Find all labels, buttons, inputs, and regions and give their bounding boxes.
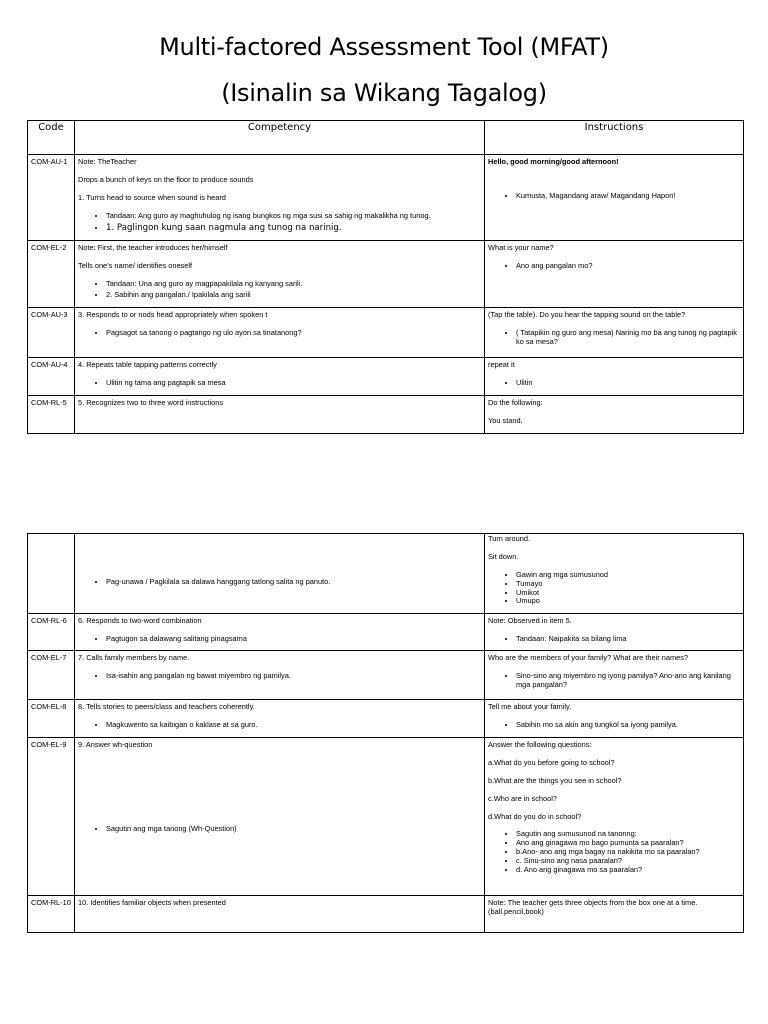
competency-bullets — [78, 212, 481, 221]
table-row — [28, 700, 744, 738]
list-item: • Tandaan: Naipakita sa bilang lima — [516, 635, 740, 644]
code-cell: COM-AU-1 — [28, 155, 75, 241]
list-item: • Magkuwento sa kaibigan o kaklase at sa guro. — [106, 721, 481, 730]
list-item: • Ulitin ng tama ang pagtapik sa mesa — [106, 379, 481, 388]
competency-bullets — [78, 280, 481, 300]
competency-text: 7. Calls family members by name. — [78, 653, 190, 662]
instructions-cell — [485, 896, 744, 933]
table-row — [28, 396, 744, 434]
instructions-text: Do the following: — [488, 398, 543, 407]
list-item: • Pagsagot sa tanong o pagtango ng ulo ayon sa tinatanong? — [106, 329, 481, 338]
document-title: Multi-factored Assessment Tool (MFAT) — [159, 33, 609, 61]
competency-text: 1. Turns head to source when sound is heard — [78, 192, 226, 202]
instructions-text: c.Who are in school? — [488, 793, 558, 803]
instructions-text: You stand. — [488, 415, 523, 425]
instructions-text: Tell me about your family. — [488, 702, 572, 711]
competency-text: 6. Responds to two-word combination — [78, 616, 202, 625]
competency-cell — [75, 534, 485, 614]
instructions-cell — [485, 308, 744, 358]
list-item: • Ulitin — [516, 379, 740, 388]
instructions-bullets — [488, 329, 740, 347]
competency-cell — [75, 308, 485, 358]
assessment-table-part-2 — [27, 533, 744, 933]
list-item: • Gawin ang mga sumusunod — [516, 571, 740, 580]
list-item: • Tandaan: Una ang guro ay magpapakilala ng kanyang sarili. — [106, 280, 481, 289]
instructions-cell — [485, 534, 744, 614]
instructions-cell — [485, 396, 744, 434]
instructions-text: Note: Observed in item 5. — [488, 616, 572, 625]
list-item: • Sino-sino ang miyembro ng iyong pamilya? Ano-ano ang kanilang mga pangalan? — [516, 672, 740, 690]
instructions-cell — [485, 614, 744, 651]
competency-cell — [75, 241, 485, 308]
competency-cell — [75, 155, 485, 241]
competency-bullets — [78, 672, 481, 681]
competency-text: Tells one’s name/ identifies oneself — [78, 260, 193, 270]
instructions-text: Note: The teacher gets three objects from the box one at a time.(ball.pencil,book) — [488, 898, 698, 916]
competency-text: 8. Tells stories to peers/class and teachers coherently. — [78, 702, 255, 711]
table-row — [28, 896, 744, 933]
header-code: Code — [28, 121, 75, 155]
list-item: • 1. Paglingon kung saan nagmula ang tunog na narinig. — [106, 223, 481, 233]
instructions-text: Hello, good morning/good afternoon! — [488, 157, 619, 166]
instructions-bullets — [488, 192, 740, 201]
table-header-row — [28, 121, 744, 155]
competency-text: 5. Recognizes two to three word instructions — [78, 398, 224, 407]
list-item: • Sabihin mo sa akin ang tungkol sa iyong pamilya. — [516, 721, 740, 730]
list-item: • Pag-unawa / Pagkilala sa dalawa hanggang tatlong salita ng panuto. — [106, 578, 481, 587]
list-item: • Ano ang ginagawa mo bago pumunta sa paaralan? — [516, 839, 740, 848]
list-item: • Tandaan: Ang guro ay maghuhulog ng isang bungkos ng mga susi sa sahig ng makalikha ng tunog. — [106, 212, 481, 221]
code-cell: COM-RL-6 — [28, 614, 75, 651]
competency-text: 10. Identifies familiar objects when presented — [78, 898, 226, 907]
instructions-bullets — [488, 721, 740, 730]
code-cell: COM-AU-4 — [28, 358, 75, 396]
list-item: • Sagutin ang mga tanong (Wh-Question) — [106, 825, 481, 834]
competency-cell — [75, 738, 485, 896]
code-cell: COM-AU-3 — [28, 308, 75, 358]
instructions-text: What is your name? — [488, 243, 554, 252]
instructions-cell — [485, 155, 744, 241]
list-item: • Pagtugon sa dalawang salitang pinagsama — [106, 635, 481, 644]
competency-cell — [75, 700, 485, 738]
code-cell: COM-RL-5 — [28, 396, 75, 434]
competency-bullets — [78, 329, 481, 338]
table-row — [28, 534, 744, 614]
instructions-cell — [485, 241, 744, 308]
competency-cell — [75, 896, 485, 933]
instructions-bullets — [488, 571, 740, 607]
header-instructions: Instructions — [485, 121, 744, 155]
competency-bullets — [78, 578, 481, 587]
competency-bullets — [78, 635, 481, 644]
instructions-text: Turn around. — [488, 534, 531, 543]
instructions-text: repeat it — [488, 360, 515, 369]
list-item: • Umupo — [516, 597, 740, 606]
table-row — [28, 155, 744, 241]
instructions-cell — [485, 651, 744, 700]
competency-bullets — [78, 223, 481, 233]
competency-bullets — [78, 379, 481, 388]
competency-cell — [75, 396, 485, 434]
code-cell: COM-EL-7 — [28, 651, 75, 700]
competency-cell — [75, 614, 485, 651]
competency-note: Note: TheTeacher — [78, 157, 137, 166]
list-item: • Ano ang pangalan mo? — [516, 262, 740, 271]
competency-text: Drops a bunch of keys on the floor to produce sounds — [78, 174, 254, 184]
instructions-text: a.What do you before going to school? — [488, 757, 615, 767]
instructions-text: Answer the following questions: — [488, 740, 592, 749]
instructions-bullets — [488, 379, 740, 388]
instructions-cell — [485, 358, 744, 396]
code-cell — [28, 534, 75, 614]
list-item: • b.Ano- ano ang mga bagay na nakikita mo sa paaralan? — [516, 848, 740, 857]
document-subtitle: (Isinalin sa Wikang Tagalog) — [221, 79, 547, 107]
code-cell: COM-EL-8 — [28, 700, 75, 738]
code-cell: COM-EL-9 — [28, 738, 75, 896]
list-item: • ( Tatapikin ng guro ang mesa) Narinig mo ba ang tunog ng pagtapik ko sa mesa? — [516, 329, 740, 347]
instructions-cell — [485, 738, 744, 896]
instructions-cell — [485, 700, 744, 738]
assessment-table-part-1 — [27, 120, 744, 434]
list-item: • Kumusta, Magandang araw/ Magandang Hapon! — [516, 192, 740, 201]
competency-cell — [75, 358, 485, 396]
table-row — [28, 738, 744, 896]
competency-text: 4. Repeats table tapping patterns correctly — [78, 360, 217, 369]
table-row — [28, 241, 744, 308]
instructions-bullets — [488, 830, 740, 874]
list-item: • c. Sinu-sino ang nasa paaralan? — [516, 857, 740, 866]
table-row — [28, 651, 744, 700]
competency-bullets — [78, 721, 481, 730]
list-item: • d. Ano ang ginagawa mo sa paaralan? — [516, 866, 740, 875]
instructions-bullets — [488, 635, 740, 644]
competency-text: 9. Answer wh-question — [78, 740, 153, 749]
competency-bullets — [78, 825, 481, 834]
instructions-text: b.What are the things you see in school? — [488, 775, 622, 785]
instructions-text: Sit down. — [488, 551, 519, 561]
code-cell: COM-RL-10 — [28, 896, 75, 933]
header-competency: Competency — [75, 121, 485, 155]
competency-note: Note: First, the teacher introduces her/himself — [78, 243, 228, 252]
instructions-bullets — [488, 262, 740, 271]
list-item: • Sagutin ang sumusunod na tanonng: — [516, 830, 740, 839]
table-row — [28, 308, 744, 358]
instructions-text: (Tap the table). Do you hear the tapping sound on the table? — [488, 310, 686, 319]
table-row — [28, 358, 744, 396]
list-item: • Tumayo — [516, 580, 740, 589]
competency-text: 3. Responds to or nods head appropriately when spoken t — [78, 310, 268, 319]
instructions-bullets — [488, 672, 740, 690]
table-row — [28, 614, 744, 651]
list-item: • 2. Sabihin ang pangalan./ Ipakilala ang sarili — [106, 291, 481, 300]
list-item: • Umikot — [516, 589, 740, 598]
instructions-text: Who are the members of your family? What are their names? — [488, 653, 689, 662]
code-cell: COM-EL-2 — [28, 241, 75, 308]
list-item: • Isa-isahin ang pangalan ng bawat miyembro ng pamilya. — [106, 672, 481, 681]
competency-cell — [75, 651, 485, 700]
instructions-text: d.What do you do in school? — [488, 811, 582, 821]
